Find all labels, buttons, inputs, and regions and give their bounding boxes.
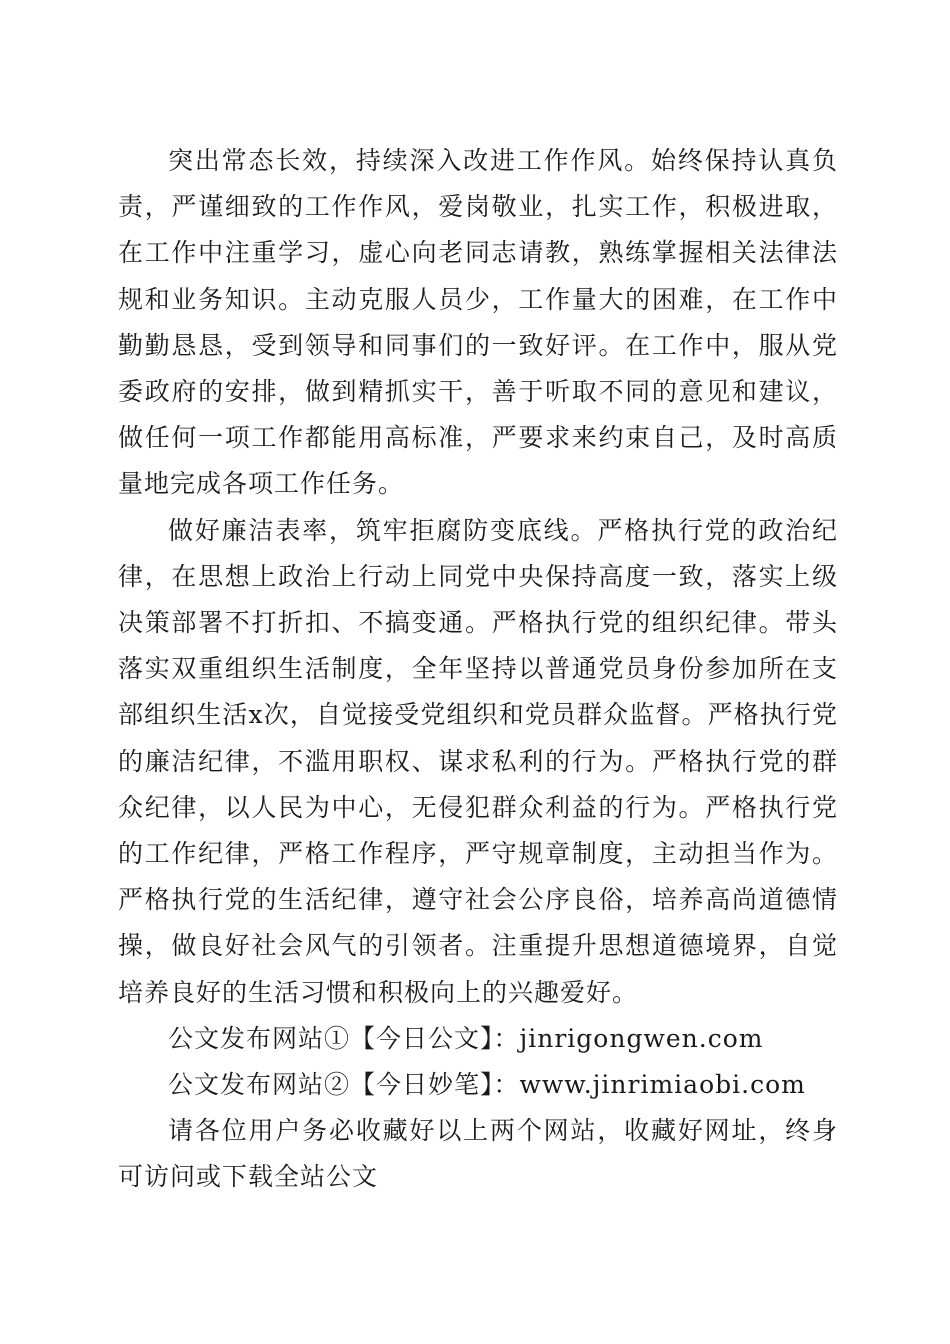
website-line-1: 公文发布网站①【今日公文】：jinrigongwen.com (168, 1023, 764, 1053)
paragraph-integrity: 做好廉洁表率，筑牢拒腐防变底线。严格执行党的政治纪律，在思想上政治上行动上同党中央保持高度一致，落实上级决策部署不打折扣、不搞变通。严格执行党的组织纪律。带头落实双重组织生活制度，全年坚持以普通党员身份参加所在支部组织生活x次，自觉接受党组织和党员群众监督。严格执行党的廉洁纪律，不滥用职权、谋求私利的行为。严格执行党的群众纪律，以人民为中心，无侵犯群众利益的行为。严格执行党的工作纪律，严格工作程序，严守规章制度，主动担当作为。严格执行党的生活纪律，遵守社会公序良俗，培养高尚道德情操，做良好社会风气的引领者。注重提升思想道德境界，自觉培养良好的生活习惯和积极向上的兴趣爱好。 (118, 515, 838, 1007)
paragraph-work-style: 突出常态长效，持续深入改进工作作风。始终保持认真负责，严谨细致的工作作风，爱岗敬业，扎实工作，积极进取，在工作中注重学习，虚心向老同志请教，熟练掌握相关法律法规和业务知识。主动克服人员少，工作量大的困难，在工作中勤勤恳恳，受到领导和同事们的一致好评。在工作中，服从党委政府的安排，做到精抓实干，善于听取不同的意见和建议，做任何一项工作都能用高标准，严要求来约束自己，及时高质量地完成各项工作任务。 (118, 146, 838, 499)
paragraph-bookmark-notice: 请各位用户务必收藏好以上两个网站，收藏好网址，终身可访问或下载全站公文 (118, 1116, 838, 1192)
website-line-2: 公文发布网站②【今日妙笔】：www.jinrimiaobi.com (168, 1070, 806, 1100)
document-body (118, 138, 838, 1201)
